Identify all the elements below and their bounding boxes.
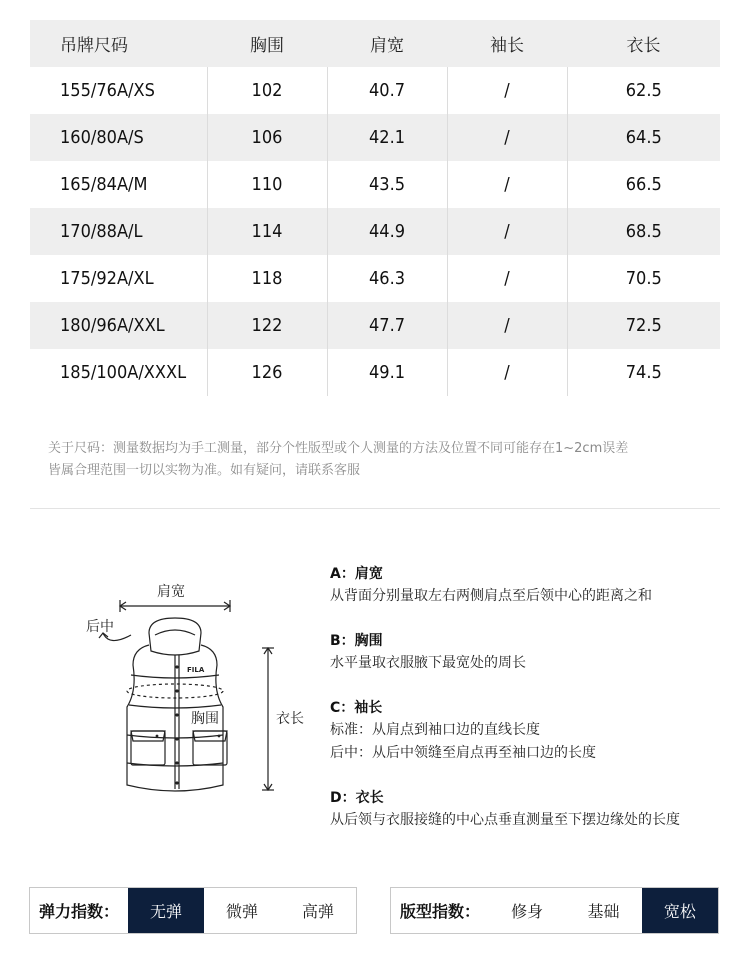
size-cell: 165/84A/M <box>60 174 148 195</box>
size-cell: 155/76A/XS <box>60 80 155 101</box>
header-length: 衣长 <box>567 20 720 67</box>
definition-text: 后中：从后中领缝至肩点再至袖口边的长度 <box>330 745 596 761</box>
shoulder-cell: 47.7 <box>327 302 447 349</box>
sleeve-cell: / <box>447 349 567 396</box>
section-divider <box>30 508 720 509</box>
length-cell: 62.5 <box>567 67 720 114</box>
chest-cell: 118 <box>207 255 327 302</box>
back-center-label: 后中 <box>86 619 114 635</box>
length-cell: 72.5 <box>567 302 720 349</box>
fit-index-bar <box>390 887 719 934</box>
sleeve-cell: / <box>447 255 567 302</box>
fit-option-slim[interactable]: 修身 <box>511 902 544 921</box>
definition-title: D：衣长 <box>330 790 384 806</box>
definition-text: 水平量取衣服腋下最宽处的周长 <box>330 655 526 671</box>
chest-label: 胸围 <box>191 711 219 727</box>
chest-cell: 102 <box>207 67 327 114</box>
vest-illustration <box>75 575 320 815</box>
fit-index-label: 版型指数： <box>399 902 480 921</box>
table-row <box>30 208 720 255</box>
table-row <box>30 161 720 208</box>
length-cell: 66.5 <box>567 161 720 208</box>
chest-cell: 114 <box>207 208 327 255</box>
chest-cell: 106 <box>207 114 327 161</box>
shoulder-cell: 46.3 <box>327 255 447 302</box>
shoulder-cell: 49.1 <box>327 349 447 396</box>
table-row <box>30 255 720 302</box>
measurement-diagram <box>75 575 320 815</box>
length-cell: 68.5 <box>567 208 720 255</box>
sleeve-cell: / <box>447 208 567 255</box>
chest-cell: 122 <box>207 302 327 349</box>
definition-text: 标准：从肩点到袖口边的直线长度 <box>330 722 540 738</box>
size-cell: 180/96A/XXL <box>30 302 207 349</box>
length-cell: 64.5 <box>567 114 720 161</box>
sleeve-cell: / <box>447 67 567 114</box>
table-row <box>30 349 720 396</box>
shoulder-cell: 42.1 <box>327 114 447 161</box>
elasticity-option-slight[interactable]: 微弹 <box>225 902 258 921</box>
fit-option-regular[interactable]: 基础 <box>587 902 620 921</box>
header-shoulder: 肩宽 <box>327 20 447 67</box>
header-chest: 胸围 <box>207 20 327 67</box>
length-label: 衣长 <box>276 711 304 727</box>
sleeve-cell: / <box>447 114 567 161</box>
size-note <box>48 438 728 482</box>
size-cell: 160/80A/S <box>30 114 207 161</box>
elasticity-option-high[interactable]: 高弹 <box>301 902 334 921</box>
table-row <box>30 302 720 349</box>
size-table <box>30 20 720 396</box>
shoulder-cell: 40.7 <box>327 67 447 114</box>
chest-cell: 110 <box>207 161 327 208</box>
table-header-row <box>30 20 720 67</box>
shoulder-cell: 44.9 <box>327 208 447 255</box>
size-cell: 185/100A/XXXL <box>60 362 187 383</box>
size-note-line-1: 关于尺码：测量数据均为手工测量，部分个性版型或个人测量的方法及位置不同可能存在1~2cm误差 <box>48 441 629 456</box>
elasticity-option-none[interactable]: 无弹 <box>128 888 204 933</box>
chest-cell: 126 <box>207 349 327 396</box>
size-cell: 175/92A/XL <box>60 268 154 289</box>
length-cell: 74.5 <box>567 349 720 396</box>
measurement-definitions <box>330 563 730 854</box>
table-row <box>30 67 720 114</box>
length-cell: 70.5 <box>567 255 720 302</box>
definition-text: 从背面分别量取左右两侧肩点至后领中心的距离之和 <box>330 588 652 604</box>
fit-option-loose[interactable]: 宽松 <box>642 888 718 933</box>
elasticity-index-bar <box>29 887 357 934</box>
logo-text: FILA <box>187 666 205 674</box>
size-note-line-2: 皆属合理范围一切以实物为准。如有疑问，请联系客服 <box>48 463 361 478</box>
shoulder-cell: 43.5 <box>327 161 447 208</box>
definition-title: A：肩宽 <box>330 566 383 582</box>
table-row <box>30 114 720 161</box>
definition-chest <box>330 630 730 675</box>
definition-shoulder <box>330 563 730 608</box>
header-sleeve: 袖长 <box>447 20 567 67</box>
elasticity-index-label: 弹力指数： <box>38 902 119 921</box>
shoulder-label: 肩宽 <box>157 584 185 600</box>
sleeve-cell: / <box>447 302 567 349</box>
definition-title: B：胸围 <box>330 633 383 649</box>
header-tag-size: 吊牌尺码 <box>30 20 207 67</box>
definition-sleeve <box>330 697 730 765</box>
definition-length <box>330 787 730 832</box>
sleeve-cell: / <box>447 161 567 208</box>
definition-text: 从后领与衣服接缝的中心点垂直测量至下摆边缘处的长度 <box>330 812 680 828</box>
size-cell: 170/88A/L <box>30 208 207 255</box>
definition-title: C：袖长 <box>330 700 383 716</box>
